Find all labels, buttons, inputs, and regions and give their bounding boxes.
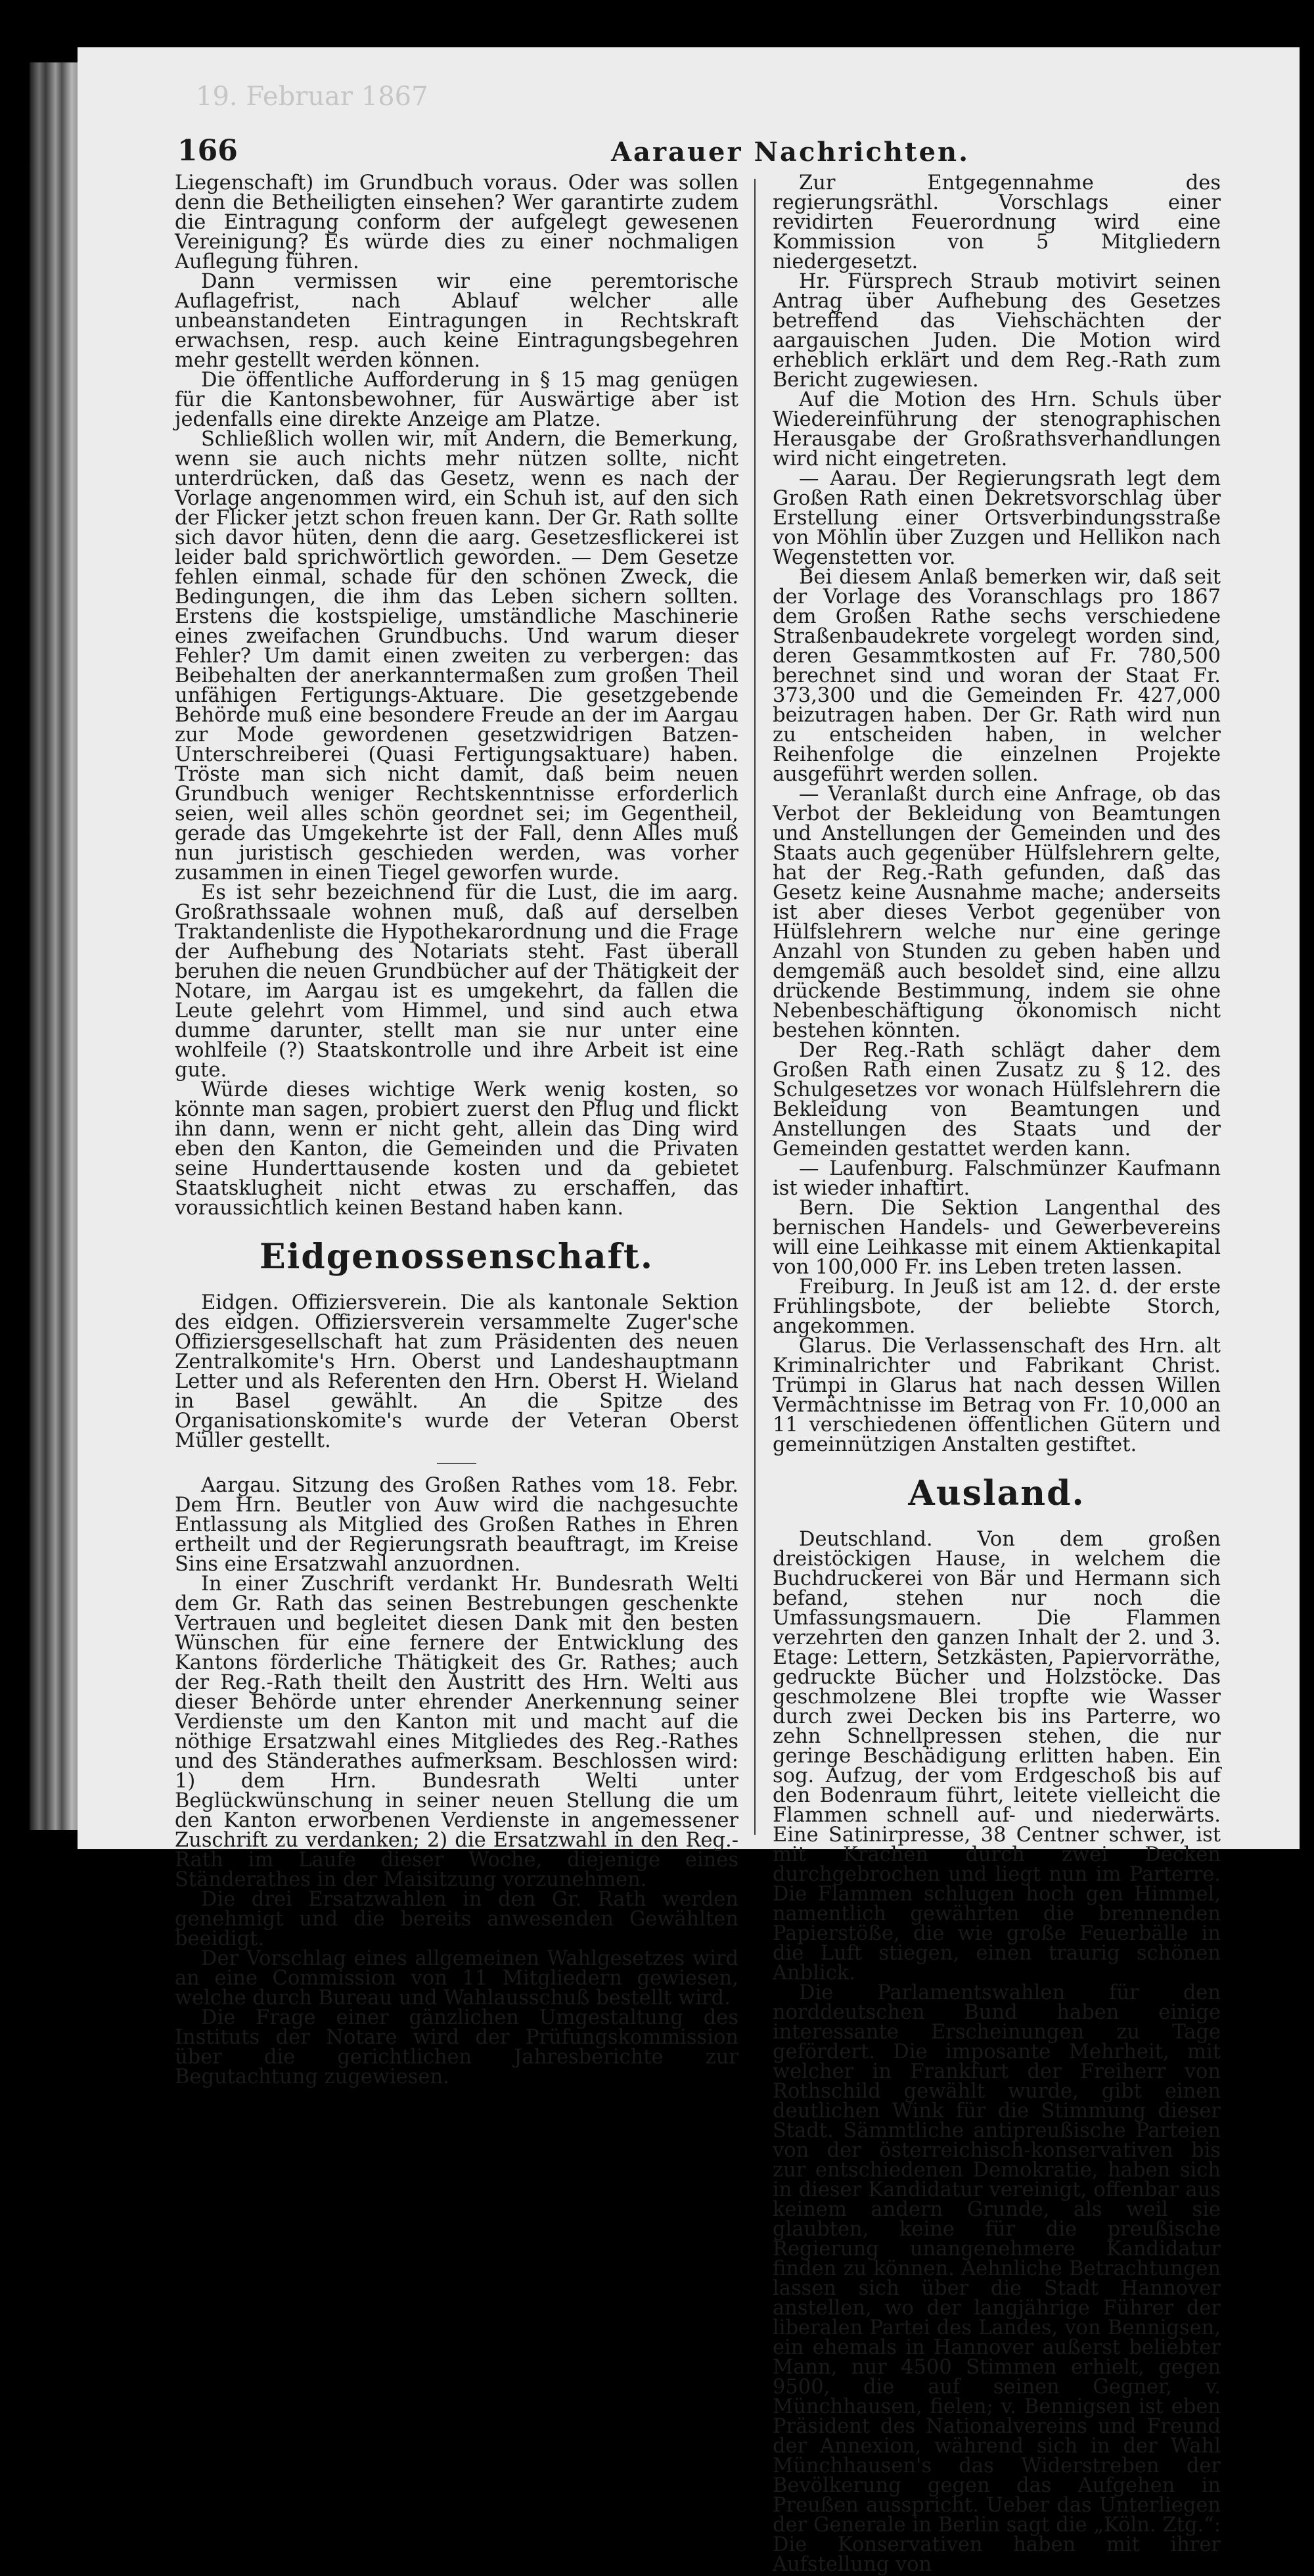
newspaper-page xyxy=(78,47,1300,2576)
paragraph: Dann vermissen wir eine peremtorische Auflagefrist, nach Ablauf welcher alle unbeanstandeten Eintragungen in Rechtskraft erwachsen, resp. auch keine Eintragungsbegehren mehr gestellt werden können. xyxy=(175,270,738,372)
paragraph: Aargau. Sitzung des Großen Rathes vom 18. Febr. Dem Hrn. Beutler von Auw wird die nachgesuchte Entlassung als Mitglied des Großen Rathes in Ehren ertheilt und der Regierungsrath beauftragt, im Kreise Sins eine Ersatzwahl anzuordnen. xyxy=(175,1474,738,1576)
paragraph: Die Frage einer gänzlichen Umgestaltung des Instituts der Notare wird der Prüfungskommission über die gerichtlichen Jahresberichte zur Begutachtung zugewiesen. xyxy=(175,2006,738,2088)
paragraph: Würde dieses wichtige Werk wenig kosten, so könnte man sagen, probiert zuerst den Pflug und flickt ihn dann, wenn er nicht geht, allein das Ding wird eben den Kanton, die Gemeinden und die Privaten seine Hunderttausende kosten und da gebietet Staatsklugheit nicht etwas zu erschaffen, das voraussichtlich keinen Bestand haben kann. xyxy=(175,1078,738,1220)
paragraph: Die drei Ersatzwahlen in den Gr. Rath werden genehmigt und die bereits anwesenden Gewählten beeidigt. xyxy=(175,1888,738,1950)
section-heading-ausland: Ausland. xyxy=(908,1473,1085,1513)
paragraph: Es ist sehr bezeichnend für die Lust, die im aarg. Großrathssaale wohnen muß, daß auf derselben Traktandenliste die Hypothekarordnung und die Frage der Aufhebung des Notariats steht. Fast überall beruhen die neuen Grundbücher auf der Thätigkeit der Notare, im Aargau ist es umgekehrt, da fallen die Leute gelehrt vom Himmel, und sind auch etwa dumme darunter, stellt man sie nur unter eine wohlfeile (?) Staatskontrolle und ihre Arbeit ist eine gute. xyxy=(175,881,738,1082)
page-number: 166 xyxy=(177,134,238,168)
paragraph: Die Parlamentswahlen für den norddeutschen Bund haben einige interessante Erscheinungen zu Tage gefördert. Die imposante Mehrheit, mit welcher in Frankfurt der Freiherr von Rothschild gewählt wurde, gibt einen deutlichen Wink für die Stimmung dieser Stadt. Sämmtliche antipreußische Parteien von der österreichisch-konservativen bis zur entschiedenen Demokratie, haben sich in dieser Kandidatur vereinigt, offenbar aus keinem andern Grunde, als weil sie glaubten, keine für die preußische Regierung unangenehmere Kandidatur finden zu können. Aehnliche Betrachtungen lassen sich über die Stadt Hannover anstellen, wo der langjährige Führer der liberalen Partei des Landes, von Bennigsen, ein ehemals in Hannover außerst beliebter Mann, nur 4500 Stimmen erhielt, gegen 9500, die auf seinen Gegner, v. Münchhausen, fielen; v. Bennigsen ist eben Präsident des Nationalvereins und Freund der Annexion, während sich in der Wahl Münchhausen's das Widerstreben der Bevölkerung gegen das Aufgehen in Preußen ausspricht. Ueber das Unterliegen der Generale in Berlin sagt die „Köln. Ztg.“: Die Konservativen haben mit ihrer Aufstellung von xyxy=(773,1981,1221,2576)
paragraph: — Laufenburg. Falschmünzer Kaufmann ist wieder inhaftirt. xyxy=(773,1157,1221,1200)
paragraph: Auf die Motion des Hrn. Schuls über Wiedereinführung der stenographischen Herausgabe der Großrathsverhandlungen wird nicht eingetreten. xyxy=(773,388,1221,471)
paragraph: — Veranlaßt durch eine Anfrage, ob das Verbot der Bekleidung von Beamtungen und Anstellungen der Gemeinden und des Staats auch gegenüber Hülfslehrern gelte, hat der Reg.-Rath gefunden, daß das Gesetz keine Ausnahme mache; anderseits ist aber dieses Verbot gegenüber von Hülfslehrern welche nur eine geringe Anzahl von Stunden zu geben haben und demgemäß auch besoldet sind, eine allzu drückende Bestimmung, indem sie ohne Nebenbeschäftigung ökonomisch nicht bestehen könnten. xyxy=(773,783,1221,1042)
column-divider xyxy=(754,179,756,1835)
paragraph: Der Reg.-Rath schlägt daher dem Großen Rath einen Zusatz zu § 12. des Schulgesetzes vor wonach Hülfslehrern die Bekleidung von Beamtungen und Anstellungen des Staats und der Gemeinden gestattet werden kann. xyxy=(773,1039,1221,1161)
section-heading-eidgenossenschaft: Eidgenossenschaft. xyxy=(259,1237,654,1277)
paragraph: Glarus. Die Verlassenschaft des Hrn. alt Kriminalrichter und Fabrikant Christ. Trümpi in Glarus hat nach dessen Willen Vermächtnisse im Betrag von Fr. 10,000 an 11 verschiedenen öffentlichen Gütern und gemeinnützigen Anstalten gestiftet. xyxy=(773,1335,1221,1456)
right-column xyxy=(773,173,1221,2575)
paragraph: Der Vorschlag eines allgemeinen Wahlgesetzes wird an eine Commission von 11 Mitgliedern gewiesen, welche durch Bureau und Wahlausschuß bestellt wird. xyxy=(175,1947,738,2010)
left-column xyxy=(175,173,738,2087)
separator xyxy=(437,1463,476,1464)
paragraph: In einer Zuschrift verdankt Hr. Bundesrath Welti dem Gr. Rath das seinen Bestrebungen geschenkte Vertrauen und begleitet diesen Dank mit den besten Wünschen für eine fernere der Entwicklung des Kantons förderliche Thätigkeit des Gr. Rathes; auch der Reg.-Rath theilt den Austritt des Hrn. Welti aus dieser Behörde unter ehrender Anerkennung seiner Verdienste um den Kanton mit und macht auf die nöthige Ersatzwahl eines Mitgliedes des Reg.-Rathes und des Ständerathes aufmerksam. Beschlossen wird: 1) dem Hrn. Bundesrath Welti unter Beglückwünschung in seiner neuen Stellung die um den Kanton erworbenen Verdienste in angemessener Zuschrift zu verdanken; 2) die Ersatzwahl in den Reg.-Rath im Laufe dieser Woche, diejenige eines Ständerathes in der Maisitzung vorzunehmen. xyxy=(175,1573,738,1891)
paragraph: Eidgen. Offiziersverein. Die als kantonale Sektion des eidgen. Offiziersverein versammelte Zuger'sche Offiziersgesellschaft hat zum Präsidenten des neuen Zentralkomite's Hrn. Oberst und Landeshauptmann Letter und als Referenten den Hrn. Oberst H. Wieland in Basel gewählt. An die Spitze des Organisationskomite's wurde der Veteran Oberst Müller gestellt. xyxy=(175,1291,738,1452)
paragraph: Liegenschaft) im Grundbuch voraus. Oder was sollen denn die Betheiligten einsehen? Wer garantirte zudem die Eintragung conform der aufgelegt gewesenen Vereinigung? Es würde dies zu einer nochmaligen Auflegung führen. xyxy=(175,172,738,273)
stacked-page-edges xyxy=(30,62,83,1830)
paragraph: — Aarau. Der Regierungsrath legt dem Großen Rath einen Dekretsvorschlag über Erstellung einer Ortsverbindungsstraße von Möhlin über Zuzgen und Hellikon nach Wegenstetten vor. xyxy=(773,467,1221,569)
paragraph: Deutschland. Von dem großen dreistöckigen Hause, in welchem die Buchdruckerei von Bär und Hermann sich befand, stehen nur noch die Umfassungsmauern. Die Flammen verzehrten den ganzen Inhalt der 2. und 3. Etage: Lettern, Setzkästen, Papiervorräthe, gedruckte Bücher und Holzstöcke. Das geschmolzene Blei tropfte wie Wasser durch zwei Decken bis ins Parterre, wo zehn Schnellpressen stehen, die nur geringe Beschädigung erlitten haben. Ein sog. Aufzug, der vom Erdgeschoß bis auf den Bodenraum führt, leitete vielleicht die Flammen schnell auf- und niederwärts. Eine Satinirpresse, 38 Centner schwer, ist mit Krachen durch zwei Decken durchgebrochen und liegt nun im Parterre. Die Flammen schlugen hoch gen Himmel, namentlich gewährten die brennenden Papierstöße, die wie große Feuerbälle in die Luft stiegen, einen traurig schönen Anblick. xyxy=(773,1528,1221,1985)
paragraph: Zur Entgegennahme des regierungsräthl. Vorschlags einer revidirten Feuerordnung wird eine Kommission von 5 Mitgliedern niedergesetzt. xyxy=(773,172,1221,273)
paragraph: Bei diesem Anlaß bemerken wir, daß seit der Vorlage des Voranschlags pro 1867 dem Großen Rathe sechs verschiedene Straßenbaudekrete vorgelegt worden sind, deren Gesammtkosten auf Fr. 780,500 berechnet sind und woran der Staat Fr. 373,300 und die Gemeinden Fr. 427,000 beizutragen haben. Der Gr. Rath wird nun zu entscheiden haben, in welcher Reihenfolge die einzelnen Projekte ausgeführt werden sollen. xyxy=(773,566,1221,786)
paragraph: Schließlich wollen wir, mit Andern, die Bemerkung, wenn sie auch nichts mehr nützen sollte, nicht unterdrücken, daß das Gesetz, wenn es nach der Vorlage angenommen wird, ein Schuh ist, auf den sich der Flicker jetzt schon freuen kann. Der Gr. Rath sollte sich davor hüten, denn die aarg. Gesetzesflickerei ist leider bald sprichwörtlich geworden. — Dem Gesetze fehlen einmal, schade für den schönen Zweck, die Bedingungen, die ihm das Leben sichern sollten. Erstens die kostspielige, umständliche Maschinerie eines zweifachen Grundbuchs. Und warum dieser Fehler? Um damit einen zweiten zu verbergen: das Beibehalten der anerkanntermaßen zum großen Theil unfähigen Fertigungs-Aktuare. Die gesetzgebende Behörde muß eine besondere Freude an der im Aargau zur Mode gewordenen gesetzwidrigen Batzen-Unterschreiberei (Quasi Fertigungsaktuare) haben. Tröste man sich nicht damit, daß beim neuen Grundbuch weniger Rechtskenntnisse erforderlich seien, weil alles schön geordnet sei; im Gegentheil, gerade das Umgekehrte ist der Fall, denn Alles muß nun juristisch geschieden werden, was vorher zusammen in einen Tiegel geworfen wurde. xyxy=(175,428,738,885)
paragraph: Hr. Fürsprech Straub motivirt seinen Antrag über Aufhebung des Gesetzes betreffend das Viehschächten der aargauischen Juden. Die Motion wird erheblich erklärt und dem Reg.-Rath zum Bericht zugewiesen. xyxy=(773,270,1221,392)
paragraph: Freiburg. In Jeuß ist am 12. d. der erste Frühlingsbote, der beliebte Storch, angekommen. xyxy=(773,1276,1221,1338)
paragraph: Bern. Die Sektion Langenthal des bernischen Handels- und Gewerbevereins will eine Leihkasse mit einem Aktienkapital von 100,000 Fr. ins Leben treten lassen. xyxy=(773,1197,1221,1279)
paragraph: Die öffentliche Aufforderung in § 15 mag genügen für die Kantonsbewohner, für Auswärtige aber ist jedenfalls eine direkte Anzeige am Platze. xyxy=(175,369,738,431)
bleed-through-text: 19. Februar 1867 xyxy=(196,81,428,112)
masthead-title: Aarauer Nachrichten. xyxy=(611,137,970,168)
